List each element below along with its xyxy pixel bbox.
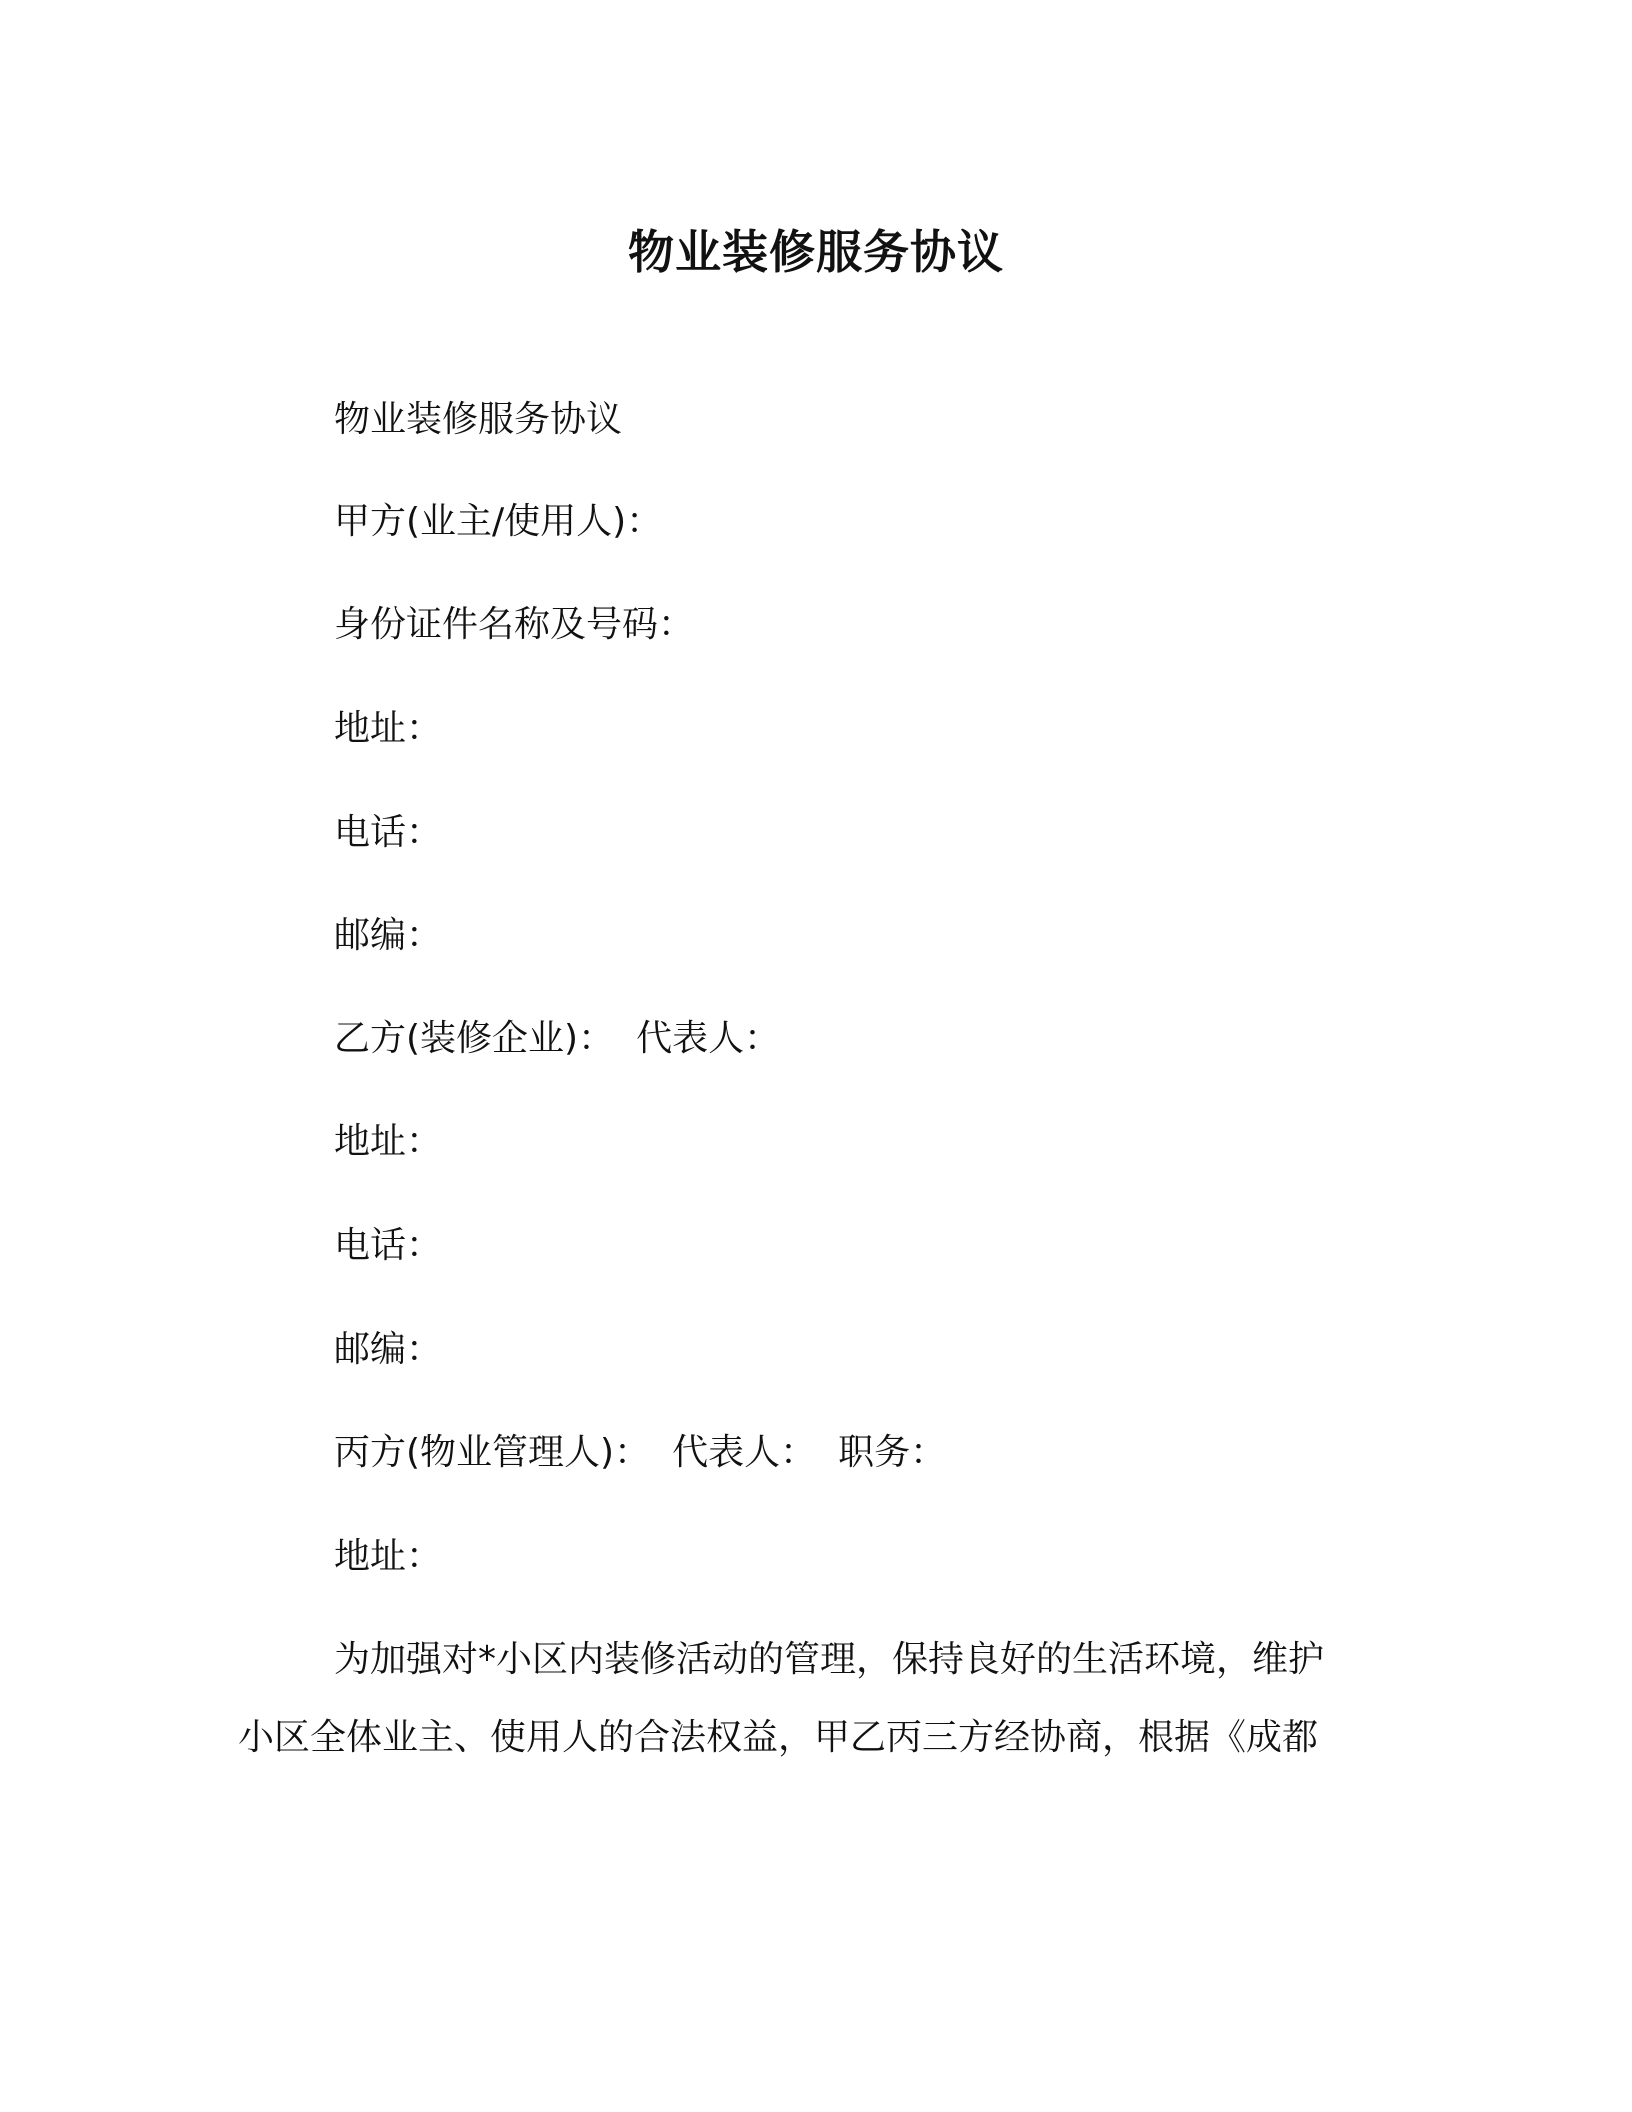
party-a-label: 甲方(业主/使用人)： <box>334 501 663 542</box>
document-title: 物业装修服务协议 <box>628 225 1004 279</box>
party-b-label: 乙方(装修企业)： <box>334 1018 615 1059</box>
party-b-postcode-label: 邮编： <box>334 1329 443 1370</box>
intro-line-1: 为加强对*小区内装修活动的管理，保持良好的生活环境，维护 <box>334 1639 1325 1680</box>
party-a-phone-label: 电话： <box>334 812 443 853</box>
party-a-postcode-label: 邮编： <box>334 915 443 956</box>
party-c-label: 丙方(物业管理人)： <box>334 1432 651 1473</box>
party-c-address-label: 地址： <box>334 1536 443 1577</box>
party-c-line <box>334 1429 946 1477</box>
party-c-position-label: 职务： <box>838 1432 947 1473</box>
heading-repeat: 物业装修服务协议 <box>334 399 623 440</box>
party-a-id-label: 身份证件名称及号码： <box>334 604 695 645</box>
party-b-phone-label: 电话： <box>334 1225 443 1266</box>
party-b-address-label: 地址： <box>334 1121 443 1162</box>
party-a-address-label: 地址： <box>334 708 443 749</box>
intro-line-2: 小区全体业主、使用人的合法权益，甲乙丙三方经协商，根据《成都 <box>238 1717 1319 1758</box>
party-c-representative-label: 代表人： <box>672 1432 817 1473</box>
party-b-representative-label: 代表人： <box>636 1018 781 1059</box>
party-b-line <box>334 1015 780 1063</box>
intro-paragraph <box>238 1636 1358 1762</box>
